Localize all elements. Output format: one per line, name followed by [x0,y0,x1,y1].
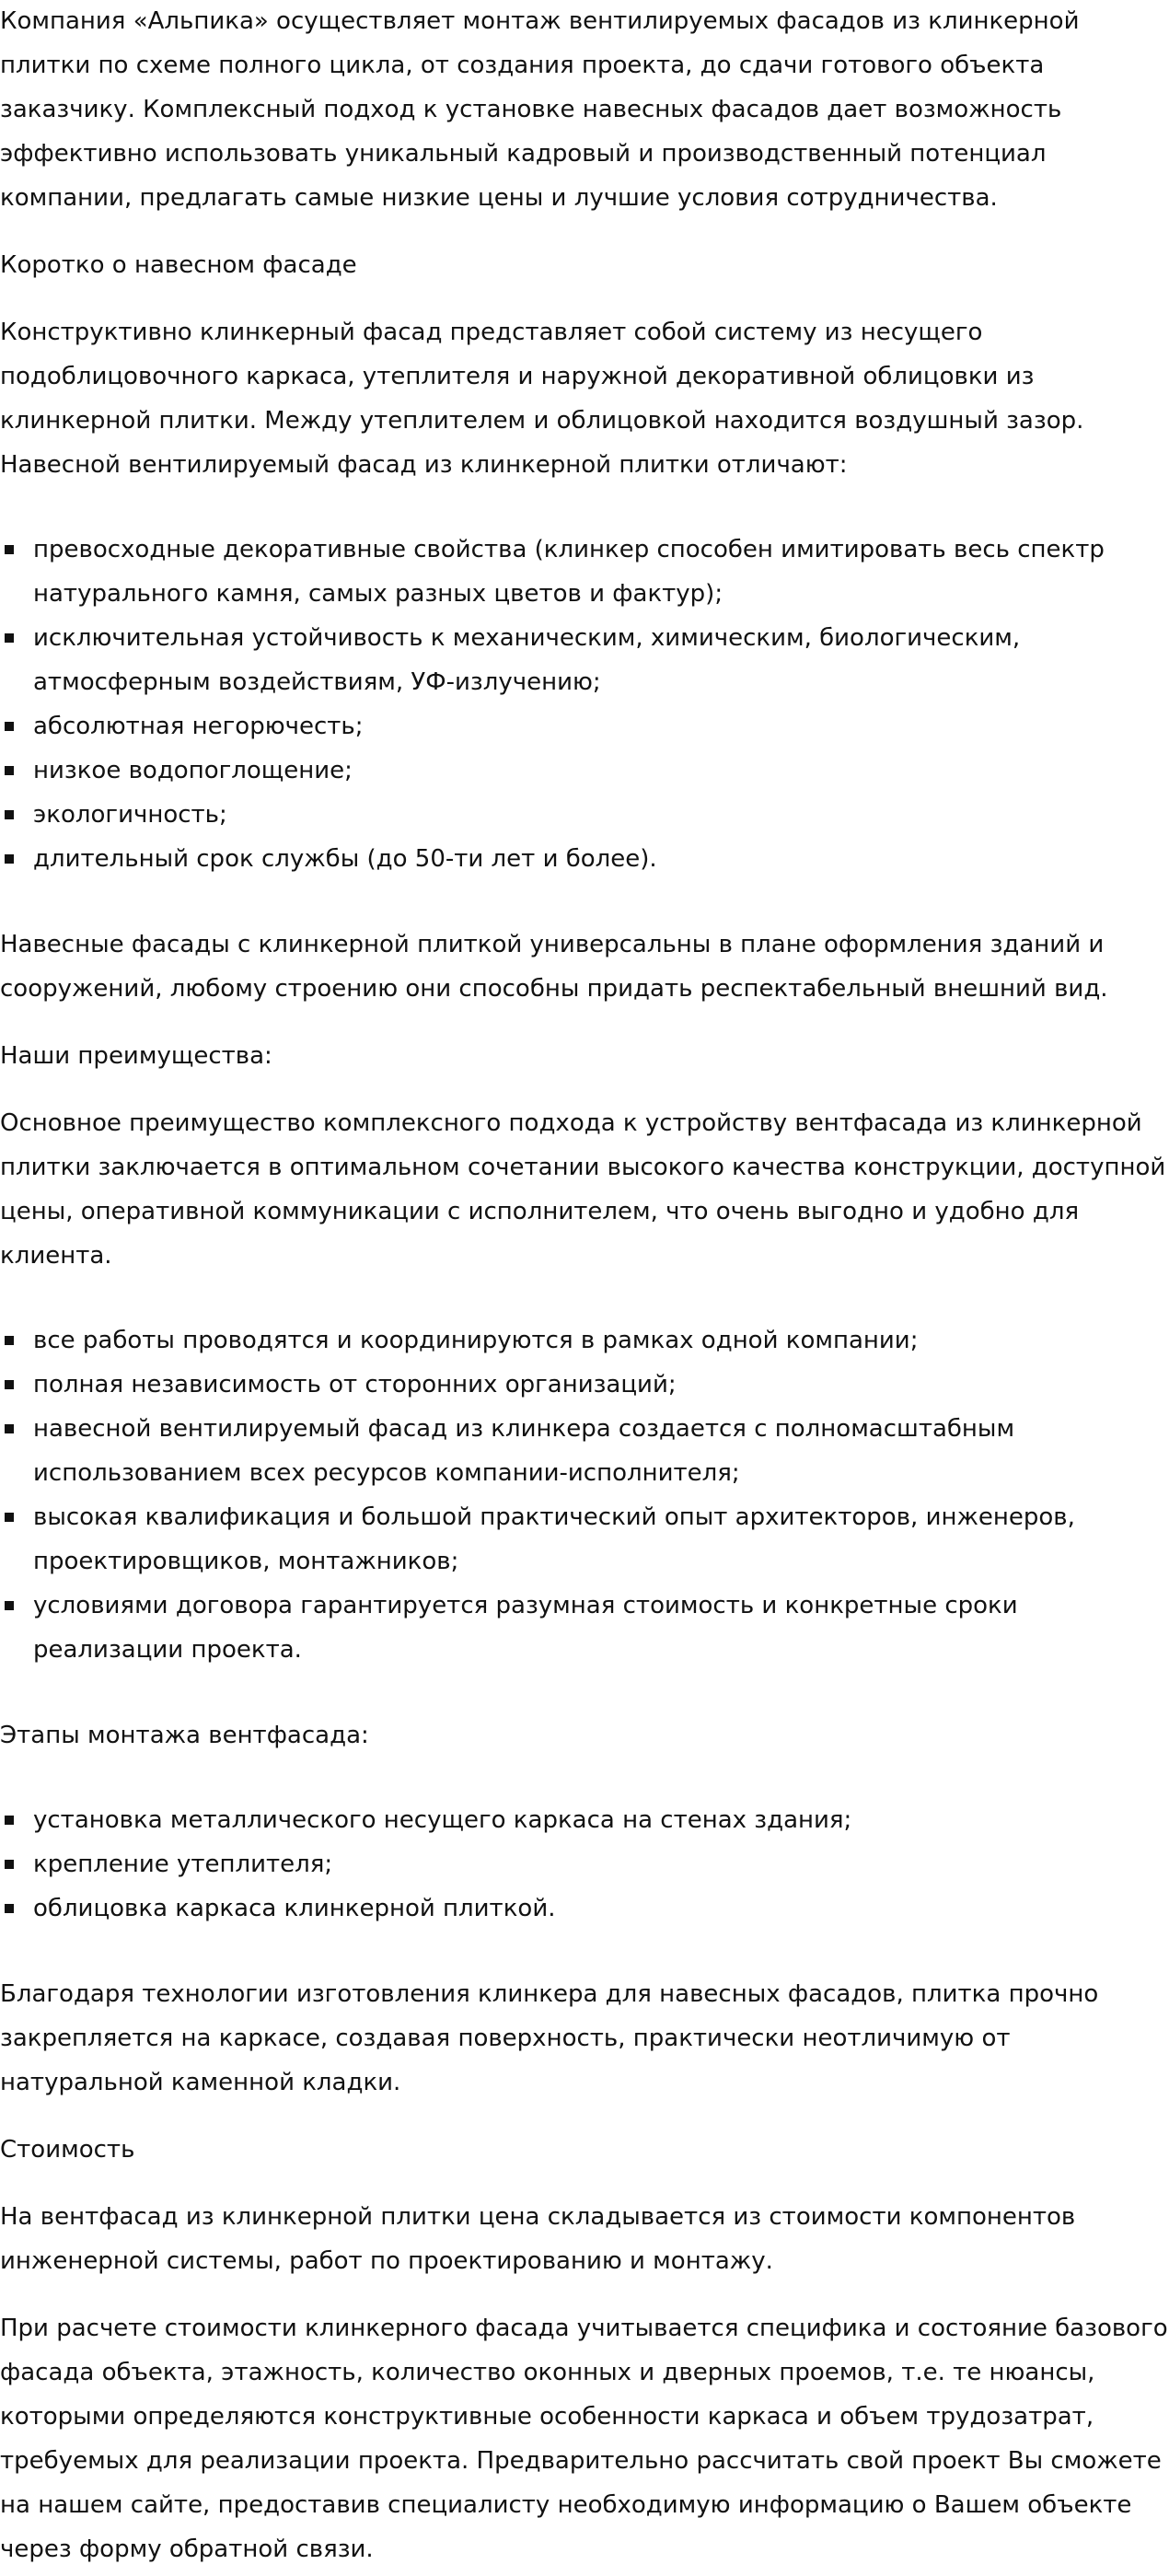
list-item-text: облицовка каркаса клинкерной плиткой. [33,1895,556,1922]
list-item [0,1584,1169,1672]
heading-advantages: Наши преимущества: [0,1042,272,1070]
bullet-icon [5,1513,14,1522]
list-item [0,616,1169,704]
bullet-icon [5,1336,14,1345]
list-item-text: превосходные декоративные свойства (клинкер способен имитировать весь спектр натурального камня, самых разных цветов и фактур); [33,536,1105,608]
bullet-icon [5,1904,14,1913]
list-item-text: условиями договора гарантируется разумная стоимость и конкретные сроки реализации проекта. [33,1592,1018,1664]
bullet-icon [5,810,14,819]
list-item-text: установка металлического несущего каркаса на стенах здания; [33,1806,852,1834]
technology-paragraph: Благодаря технологии изготовления клинкера для навесных фасадов, плитка прочно закрепляется на каркасе, создавая поверхность, практически неотличимую от натуральной каменной кладки. [0,1980,1099,2096]
list-item [0,704,1169,748]
bullet-icon [5,1816,14,1825]
intro-paragraph: Компания «Альпика» осуществляет монтаж вентилируемых фасадов из клинкерной плитки по схеме полного цикла, от создания проекта, до сдачи готового объекта заказчику. Комплексный подход к установке навесных фасадов дает возможность эффективно использовать уникальный кадровый и производственный потенциал компании, предлагать самые низкие цены и лучшие условия сотрудничества. [0,7,1080,212]
list-item-text: крепление утеплителя; [33,1851,333,1878]
list-item [0,748,1169,793]
list-item [0,1886,1169,1931]
cost-paragraph-1: На вентфасад из клинкерной плитки цена складывается из стоимости компонентов инженерной системы, работ по проектированию и монтажу. [0,2203,1076,2275]
bullet-icon [5,633,14,643]
bullet-icon [5,766,14,775]
bullet-icon [5,1860,14,1869]
bullet-icon [5,1380,14,1389]
advantages-paragraph: Основное преимущество комплексного подхода к устройству вентфасада из клинкерной плитки заключается в оптимальном сочетании высокого качества конструкции, доступной цены, оперативной коммуникации с исполнителем, что очень выгодно и удобно для клиента. [0,1109,1166,1270]
list-item-text: полная независимость от сторонних организаций; [33,1371,677,1398]
list-item [0,1407,1169,1495]
about-facade-paragraph: Конструктивно клинкерный фасад представляет собой систему из несущего подоблицовочного каркаса, утеплителя и наружной декоративной облицовки из клинкерной плитки. Между утеплителем и облицовкой находится воздушный зазор. Навесной вентилируемый фасад из клинкерной плитки отличают: [0,319,1084,479]
bullet-icon [5,1601,14,1610]
list-item [0,1798,1169,1842]
bullet-icon [5,722,14,731]
list-item [0,1842,1169,1886]
list-item [0,528,1169,616]
bullet-icon [5,545,14,554]
heading-stages: Этапы монтажа вентфасада: [0,1722,369,1749]
bullet-icon [5,854,14,864]
stages-list [0,1798,1169,1931]
list-item-text: все работы проводятся и координируются в рамках одной компании; [33,1327,919,1354]
heading-cost: Стоимость [0,2136,135,2164]
list-item [0,1363,1169,1407]
list-item [0,1495,1169,1584]
bullet-icon [5,1424,14,1433]
list-item-text: навесной вентилируемый фасад из клинкера создается с полномасштабным использованием всех ресурсов компании-исполнителя; [33,1415,1015,1487]
list-item [0,793,1169,837]
list-item-text: высокая квалификация и большой практический опыт архитекторов, инженеров, проектировщиков, монтажников; [33,1503,1075,1575]
list-item-text: низкое водопоглощение; [33,757,353,784]
list-item-text: экологичность; [33,801,227,829]
list-item-text: исключительная устойчивость к механическим, химическим, биологическим, атмосферным воздействиям, УФ-излучению; [33,624,1021,696]
advantages-list [0,1318,1169,1672]
list-item-text: длительный срок службы (до 50-ти лет и более). [33,845,657,873]
features-list [0,528,1169,881]
list-item-text: абсолютная негорючесть; [33,713,364,740]
universal-paragraph: Навесные фасады с клинкерной плиткой универсальны в плане оформления зданий и сооружений, любому строению они способны придать респектабельный внешний вид. [0,931,1108,1003]
list-item [0,1318,1169,1363]
cost-paragraph-2: При расчете стоимости клинкерного фасада учитывается специфика и состояние базового фасада объекта, этажность, количество оконных и дверных проемов, т.е. те нюансы, которыми определяются конструктивные особенности каркаса и объем трудозатрат, требуемых для реализации проекта. Предварительно рассчитать свой проект Вы сможете на нашем сайте, предоставив специалисту необходимую информацию о Вашем объекте через форму обратной связи. [0,2315,1168,2563]
list-item [0,837,1169,881]
heading-about-facade: Коротко о навесном фасаде [0,251,357,279]
